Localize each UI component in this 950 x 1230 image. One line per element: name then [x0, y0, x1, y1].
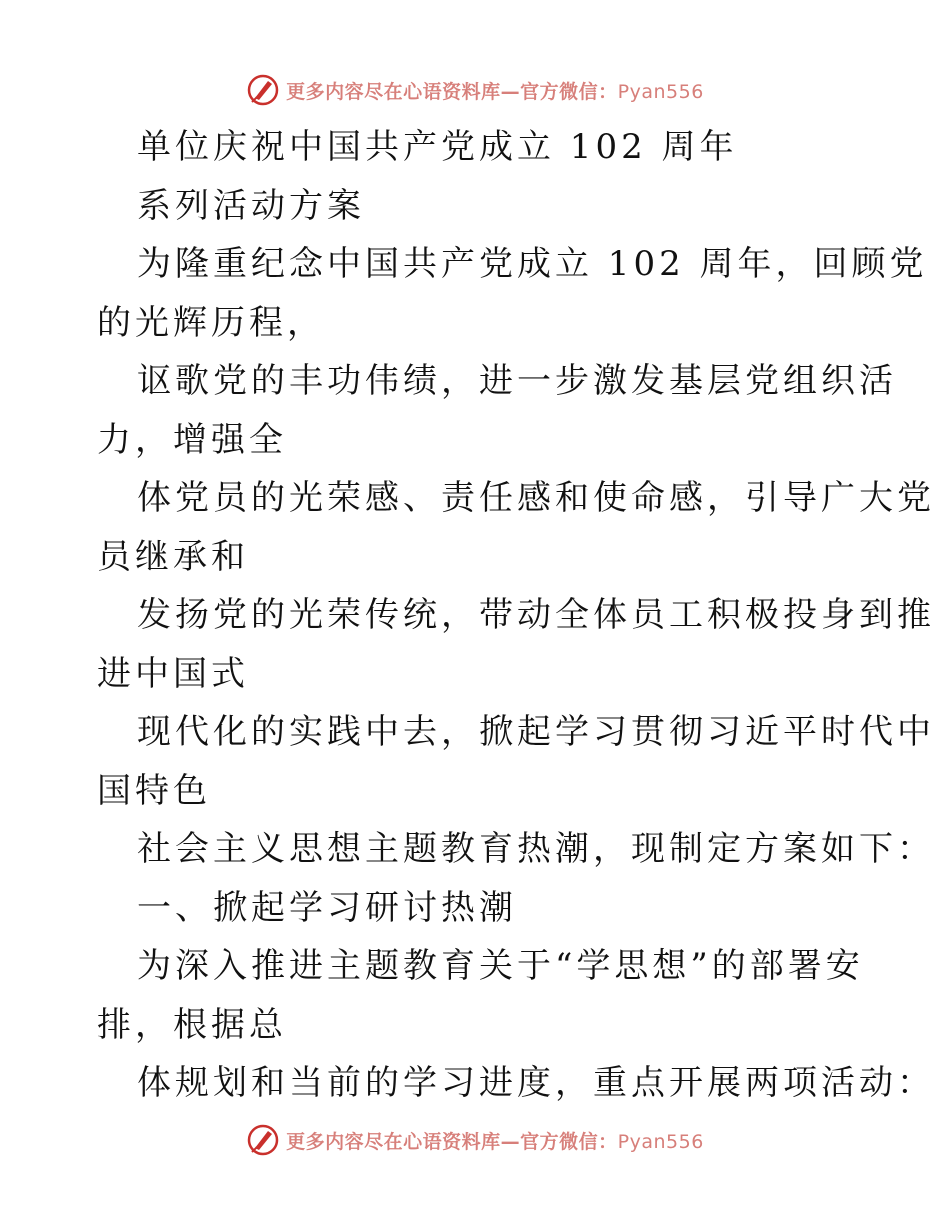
header-watermark: [0, 70, 950, 110]
watermark-text: 更多内容尽在心语资料库—官方微信：Pyan556: [286, 1130, 704, 1153]
paragraph-line: 国特色: [97, 770, 211, 811]
paragraph-line: 力，增强全: [97, 419, 287, 460]
paragraph-line: 体规划和当前的学习进度，重点开展两项活动：: [137, 1063, 935, 1103]
doc-title-line-2: 系列活动方案: [137, 185, 365, 226]
paragraph-line: 排，根据总: [97, 1004, 287, 1045]
quill-pen-logo-icon: [246, 1123, 280, 1157]
paragraph-line: 的光辉历程，: [97, 302, 325, 343]
doc-title-line-1: 单位庆祝中国共产党成立 102 周年: [137, 127, 738, 167]
paragraph-line: 为深入推进主题教育关于“学思想”的部署安: [137, 946, 864, 986]
section-heading: 一、掀起学习研讨热潮: [137, 887, 517, 928]
paragraph-line: 发扬党的光荣传统，带动全体员工积极投身到推: [137, 595, 935, 635]
paragraph-line: 现代化的实践中去，掀起学习贯彻习近平时代中: [137, 712, 935, 752]
document-body: [97, 118, 935, 1113]
watermark-text: 更多内容尽在心语资料库—官方微信：Pyan556: [286, 80, 704, 103]
paragraph-line: 社会主义思想主题教育热潮，现制定方案如下：: [137, 829, 935, 869]
quill-pen-logo-icon: [246, 73, 280, 107]
paragraph-line: 员继承和: [97, 536, 249, 577]
paragraph-line: 体党员的光荣感、责任感和使命感，引导广大党: [137, 478, 935, 518]
paragraph-line: 讴歌党的丰功伟绩，进一步激发基层党组织活: [137, 361, 897, 401]
footer-watermark: [0, 1120, 950, 1160]
paragraph-line: 进中国式: [97, 653, 249, 694]
paragraph-line: 为隆重纪念中国共产党成立 102 周年，回顾党: [137, 244, 928, 284]
